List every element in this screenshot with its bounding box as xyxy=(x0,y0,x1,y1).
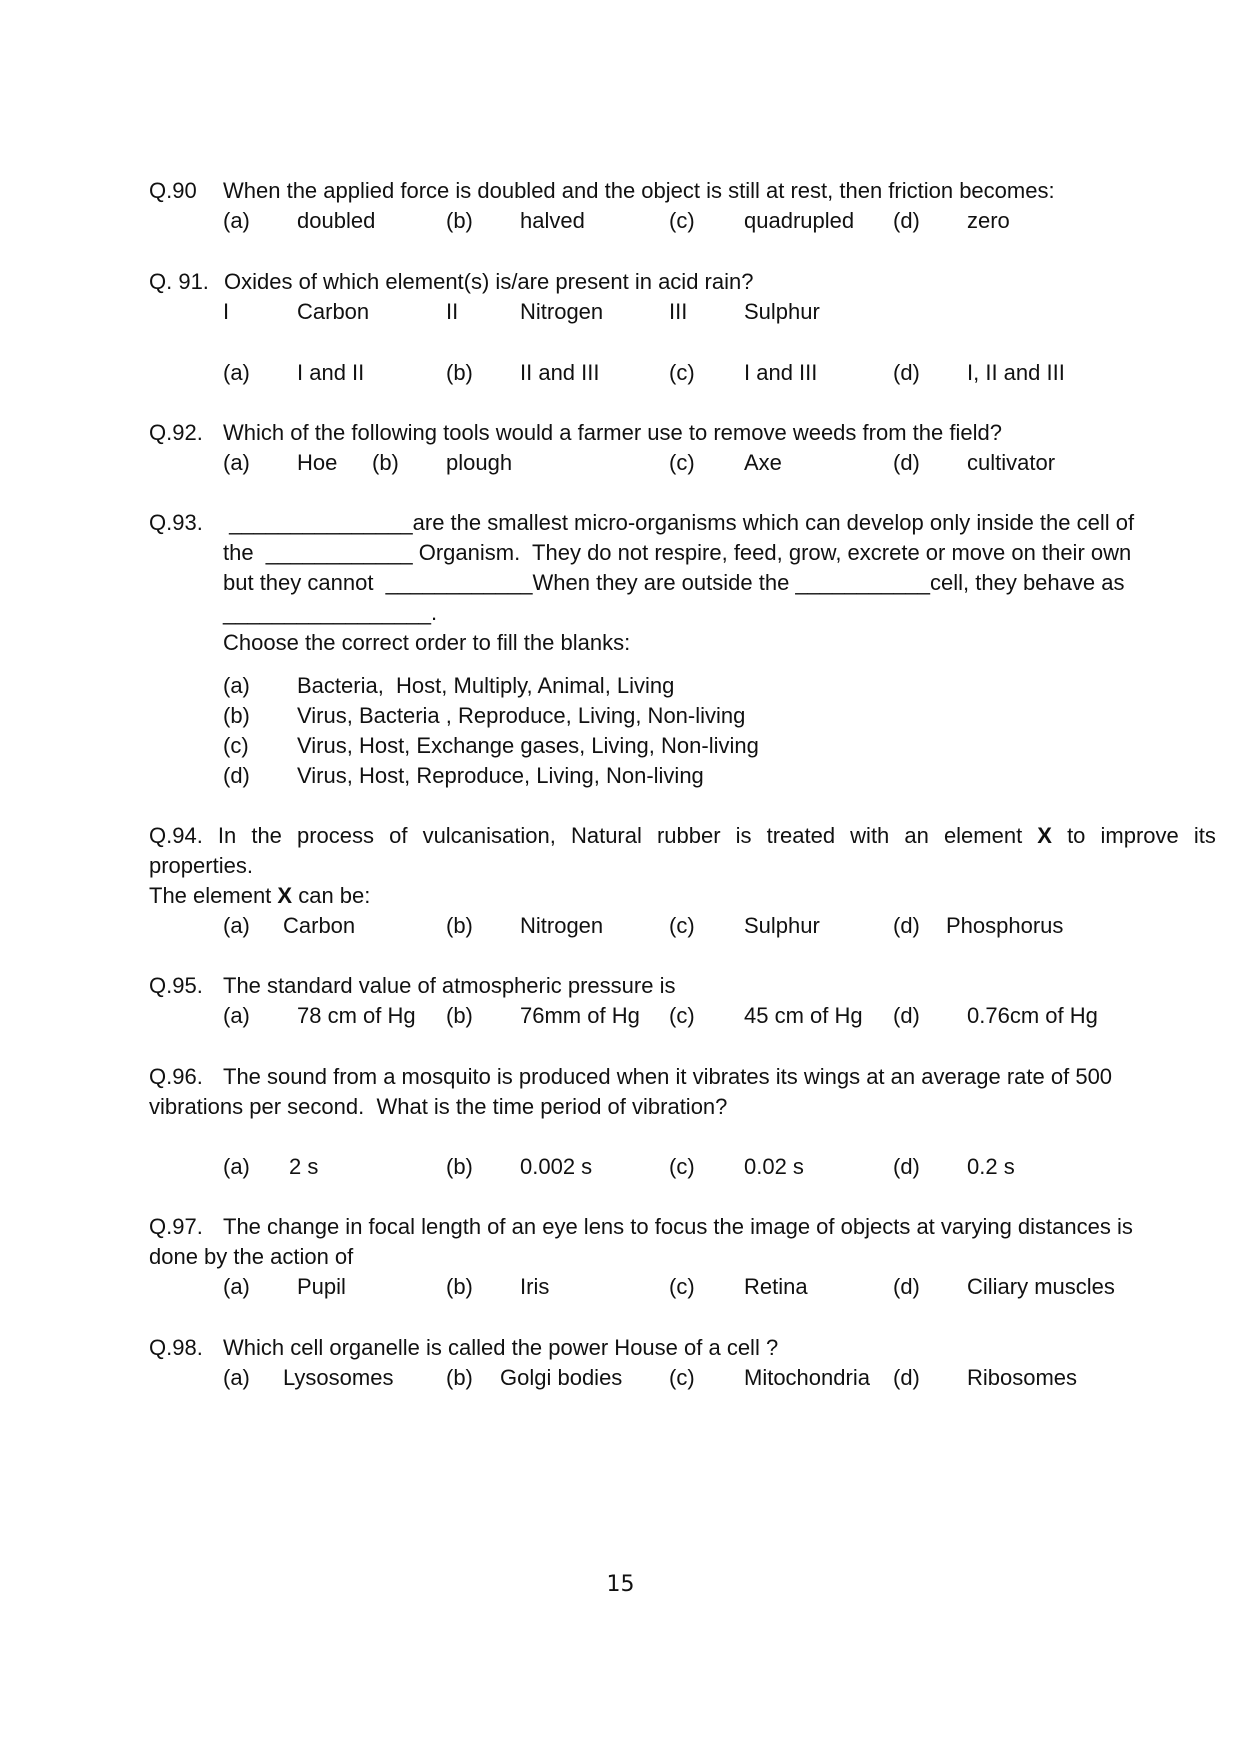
question-text: Which of the following tools would a farmer use to remove weeds from the field? xyxy=(223,420,1002,445)
question-text-justified xyxy=(149,823,1216,849)
question-text-line: properties. xyxy=(149,853,253,878)
option-text: Nitrogen xyxy=(520,913,604,938)
word: process xyxy=(297,823,375,848)
question-number: Q.93. xyxy=(149,510,203,535)
option-label: (b) xyxy=(446,1154,473,1179)
word: improve xyxy=(1100,823,1179,848)
item-text: Sulphur xyxy=(744,299,820,324)
page-number: 15 xyxy=(606,1572,635,1597)
item-label: II xyxy=(446,299,459,324)
word: of xyxy=(389,823,408,848)
item-label: I xyxy=(223,299,230,324)
option-text: Pupil xyxy=(297,1274,346,1299)
word: treated xyxy=(766,823,836,848)
word: element xyxy=(943,823,1023,848)
option-text: I and III xyxy=(744,360,818,385)
question-text: When the applied force is doubled and the object is still at rest, then friction becomes: xyxy=(223,178,1055,203)
question-text: Oxides of which element(s) is/are present in acid rain? xyxy=(224,269,754,294)
option-text: 78 cm of Hg xyxy=(297,1003,416,1028)
option-label: (c) xyxy=(669,1365,695,1390)
option-label: (b) xyxy=(223,703,250,728)
option-label: (b) xyxy=(446,208,473,233)
option-label: (d) xyxy=(223,763,250,788)
option-text: Mitochondria xyxy=(744,1365,870,1390)
option-text: zero xyxy=(967,208,1010,233)
item-text: Carbon xyxy=(297,299,370,324)
question-text-line: _______________are the smallest micro-organisms which can develop only inside the cell of xyxy=(223,510,1135,535)
option-text: Hoe xyxy=(297,450,338,475)
option-text: Iris xyxy=(520,1274,550,1299)
option-label: (d) xyxy=(893,360,920,385)
option-label: (a) xyxy=(223,1274,250,1299)
question-text: Which cell organelle is called the power House of a cell ? xyxy=(223,1335,779,1360)
option-label: (d) xyxy=(893,1365,920,1390)
option-label: (d) xyxy=(893,1154,920,1179)
option-text: Virus, Bacteria , Reproduce, Living, Non-living xyxy=(297,703,746,728)
question-text-line: done by the action of xyxy=(149,1244,354,1269)
option-label: (a) xyxy=(223,1365,250,1390)
word: its xyxy=(1193,823,1216,848)
text-segment: can be: xyxy=(292,883,371,908)
question-text-line: vibrations per second. What is the time period of vibration? xyxy=(149,1094,728,1119)
question-text-line: the ____________ Organism. They do not respire, feed, grow, excrete or move on their own xyxy=(223,540,1132,565)
option-label: (b) xyxy=(446,913,473,938)
question-text: The standard value of atmospheric pressure is xyxy=(223,973,676,998)
question-number: Q.97. xyxy=(149,1214,203,1239)
option-label: (b) xyxy=(446,360,473,385)
option-label: (d) xyxy=(893,913,920,938)
word: Natural xyxy=(570,823,642,848)
option-text: halved xyxy=(520,208,585,233)
question-text-line xyxy=(149,883,370,909)
option-label: (c) xyxy=(669,1003,695,1028)
option-text: plough xyxy=(446,450,513,475)
option-text: quadrupled xyxy=(744,208,855,233)
question-number: Q.92. xyxy=(149,420,203,445)
question-text-line: The change in focal length of an eye lens to focus the image of objects at varying distances is xyxy=(223,1214,1133,1239)
option-text: Bacteria, Host, Multiply, Animal, Living xyxy=(297,673,675,698)
option-label: (a) xyxy=(223,1154,250,1179)
option-label: (a) xyxy=(223,913,250,938)
option-text: Virus, Host, Exchange gases, Living, Non-living xyxy=(297,733,759,758)
option-text: Ciliary muscles xyxy=(967,1274,1115,1299)
word: rubber xyxy=(656,823,721,848)
option-label: (a) xyxy=(223,450,250,475)
option-label: (b) xyxy=(446,1365,473,1390)
text-segment: The element xyxy=(149,883,278,908)
option-label: (b) xyxy=(446,1003,473,1028)
item-text: Nitrogen xyxy=(520,299,604,324)
option-label: (d) xyxy=(893,208,920,233)
word: In xyxy=(217,823,237,848)
option-text: 2 s xyxy=(289,1154,319,1179)
option-text: 0.2 s xyxy=(967,1154,1015,1179)
option-label: (a) xyxy=(223,208,250,233)
option-label: (d) xyxy=(893,1003,920,1028)
question-number: Q.98. xyxy=(149,1335,203,1360)
instruction-text: Choose the correct order to fill the blanks: xyxy=(223,630,631,655)
option-label: (c) xyxy=(223,733,249,758)
word: with xyxy=(850,823,890,848)
option-text: Axe xyxy=(744,450,782,475)
option-text: 76mm of Hg xyxy=(520,1003,640,1028)
option-text: I, II and III xyxy=(967,360,1065,385)
option-label: (c) xyxy=(669,208,695,233)
option-text: II and III xyxy=(520,360,600,385)
option-label: (c) xyxy=(669,1274,695,1299)
option-text: doubled xyxy=(297,208,376,233)
option-text: 45 cm of Hg xyxy=(744,1003,863,1028)
option-label: (d) xyxy=(893,450,920,475)
option-label: (a) xyxy=(223,673,250,698)
option-label: (d) xyxy=(893,1274,920,1299)
question-number: Q.90 xyxy=(149,178,197,203)
word: to xyxy=(1067,823,1086,848)
question-text-line: _________________. xyxy=(223,600,438,625)
word: the xyxy=(251,823,282,848)
option-text: Retina xyxy=(744,1274,808,1299)
option-text: Virus, Host, Reproduce, Living, Non-living xyxy=(297,763,704,788)
element-x: X xyxy=(1037,823,1052,848)
question-text-line: but they cannot ____________When they are outside the ___________cell, they behave as xyxy=(223,570,1125,595)
option-text: 0.002 s xyxy=(520,1154,593,1179)
word: an xyxy=(904,823,929,848)
option-text: cultivator xyxy=(967,450,1056,475)
option-label: (c) xyxy=(669,913,695,938)
question-number: Q.94. xyxy=(149,823,203,848)
question-number: Q.95. xyxy=(149,973,203,998)
option-text: 0.02 s xyxy=(744,1154,804,1179)
option-label: (c) xyxy=(669,1154,695,1179)
option-text: 0.76cm of Hg xyxy=(967,1003,1098,1028)
option-text: Ribosomes xyxy=(967,1365,1078,1390)
option-text: Phosphorus xyxy=(946,913,1064,938)
option-text: Lysosomes xyxy=(283,1365,394,1390)
option-label: (b) xyxy=(372,450,399,475)
option-label: (c) xyxy=(669,450,695,475)
option-label: (a) xyxy=(223,1003,250,1028)
option-label: (c) xyxy=(669,360,695,385)
option-text: Carbon xyxy=(283,913,356,938)
word: is xyxy=(735,823,752,848)
word: vulcanisation, xyxy=(422,823,556,848)
option-label: (b) xyxy=(446,1274,473,1299)
item-label: III xyxy=(669,299,688,324)
question-text-line: The sound from a mosquito is produced when it vibrates its wings at an average rate of 500 xyxy=(223,1064,1113,1089)
option-text: Golgi bodies xyxy=(500,1365,623,1390)
option-label: (a) xyxy=(223,360,250,385)
question-number: Q.96. xyxy=(149,1064,203,1089)
option-text: Sulphur xyxy=(744,913,820,938)
option-text: I and II xyxy=(297,360,365,385)
question-number: Q. 91. xyxy=(149,269,209,294)
element-x: X xyxy=(277,883,293,908)
